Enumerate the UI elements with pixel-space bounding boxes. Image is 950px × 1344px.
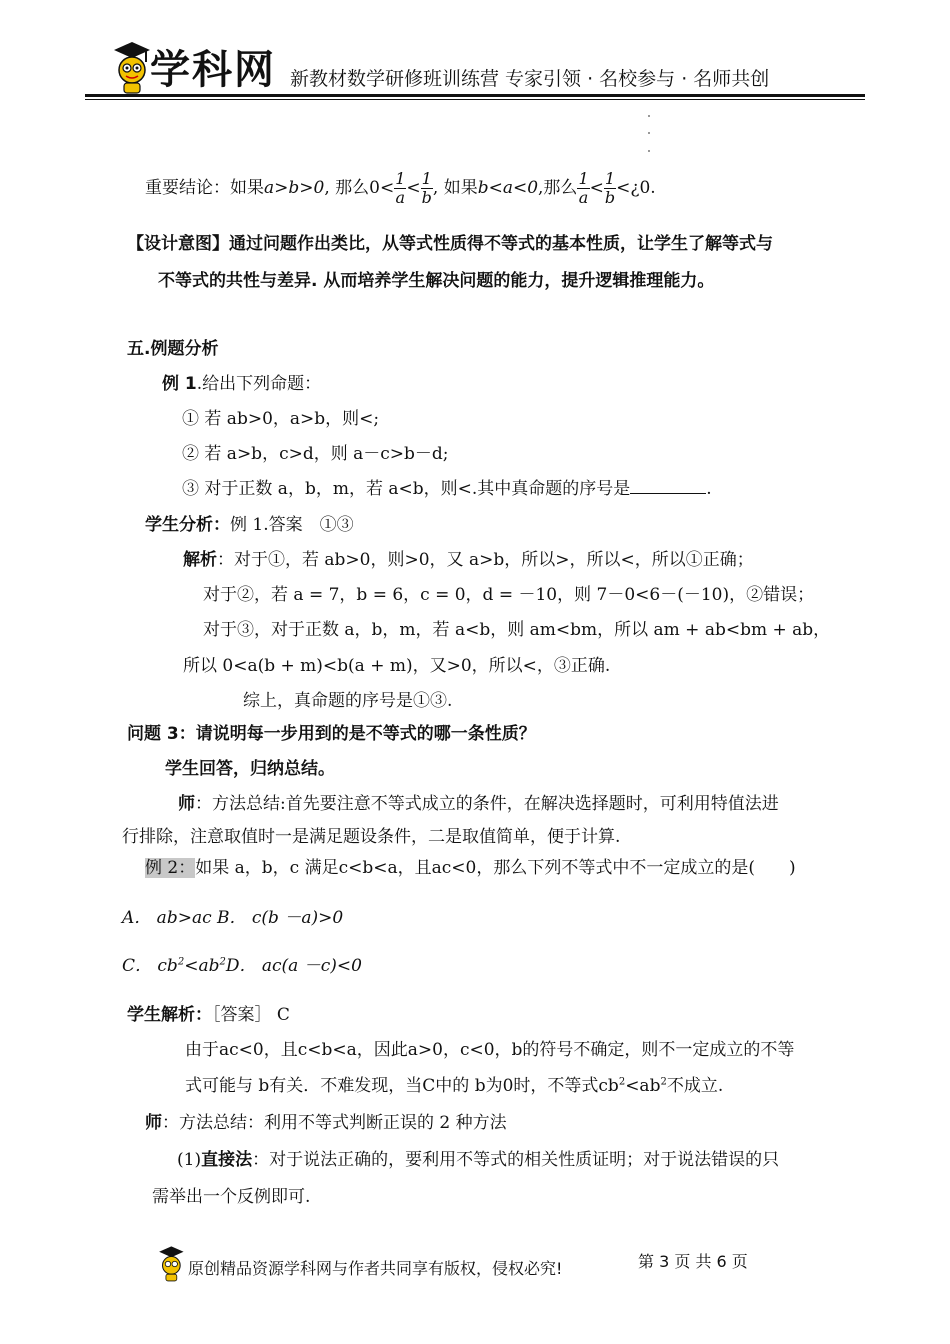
section-title: 五.例题分析 [127,339,219,359]
decorative-dot [648,132,650,134]
fraction-1-over-b: $\frac{1}{b}$ [421,169,432,207]
footer-logo-icon [155,1245,185,1283]
important-conclusion [145,168,656,208]
example2-label: 例 2： [145,858,196,878]
teacher-summary-line1: 师：方法总结:首先要注意不等式成立的条件，在解决选择题时，可利用特值法进 [178,794,779,814]
example2-options-ab: A． ab>ac B． c(b －a)>0 [122,908,344,928]
design-intent-line2: 不等式的共性与差异. 从而培养学生解决问题的能力，提升逻辑推理能力。 [158,271,715,291]
teacher-summary-line2: 行排除，注意取值时一是满足题设条件，二是取值简单，便于计算. [122,827,621,847]
conclusion-lead: 重要结论：如果 [145,178,264,198]
conclusion-text: < [406,178,421,198]
conclusion-text: < [589,178,604,198]
answer-blank [630,479,706,494]
student-analysis-label: 学生分析： [145,515,230,535]
teacher-method-summary: 师：方法总结：利用不等式判断正误的 2 种方法 [145,1113,507,1133]
example2-student-analysis [127,1000,290,1025]
question-3: 问题 3：请说明每一步用到的是不等式的哪一条性质？ [127,724,536,744]
teacher-label: 师 [145,1113,162,1133]
header-slogan: 新教材数学研修班训练营 专家引领 · 名校参与 · 名师共创 [290,68,770,90]
student-analysis-label: 学生解析： [127,1005,212,1025]
footer-copyright: 原创精品资源学科网与作者共同享有版权，侵权必究! [188,1259,563,1278]
decorative-dot [648,150,650,152]
example2-solution-1: 由于ac<0，且c<b<a，因此a>0，c<0，b的符号不确定，则不一定成立的不等 [185,1040,795,1060]
example1-label: 例 1 [162,374,197,394]
xuekewang-logo-icon [110,40,150,96]
conclusion-text: <¿0. [616,178,656,198]
header-rule [85,94,865,97]
conclusion-cond2: b<a<0 [477,178,539,198]
conclusion-cond1: a>b>0 [264,178,325,198]
example2-options-cd: C． $cb^2<ab^2D$． ac(a －c)<0 [122,956,362,976]
example1-heading [162,369,321,394]
example1-solution-4: 所以 0<a(b + m)<b(a + m)，又>0，所以<，③正确. [183,656,611,676]
teacher-label: 师 [178,794,195,814]
question-3-answer: 学生回答，归纳总结。 [165,759,335,779]
header-rule-thin [85,99,865,100]
direct-method-line2: 需举出一个反例即可. [152,1187,311,1207]
example1-solution-3: 对于③，对于正数 a，b，m，若 a<b，则 am<bm，所以 am + ab<bm + ab， [203,620,831,640]
example1-proposition-1: ① 若 ab>0，a>b，则<; [182,409,380,429]
fraction-1-over-a: $\frac{1}{a}$ [395,169,406,207]
solution-label: 解析 [183,550,217,570]
example1-proposition-2: ② 若 a>b，c>d，则 a－c>b－d; [182,444,449,464]
header-brand: 学科网 [150,47,276,93]
design-intent-line1: 【设计意图】通过问题作出类比，从等式性质得不等式的基本性质，让学生了解等式与 [127,234,773,254]
example2-stem: 例 2：如果 a，b，c 满足c<b<a，且ac<0，那么下列不等式中不一定成立的是( ) [145,858,796,878]
conclusion-text: ,那么 [538,178,578,198]
direct-method-label: 直接法 [201,1150,253,1170]
decorative-dot [648,115,650,117]
conclusion-text: , 那么0< [324,178,395,198]
fraction-1-over-a: $\frac{1}{a}$ [578,169,589,207]
student-analysis-answer: 例 1.答案 ①③ [230,515,354,535]
example1-solution-5: 综上，真命题的序号是①③. [243,691,453,711]
direct-method-line1: (1)直接法：对于说法正确的，要利用不等式的相关性质证明；对于说法错误的只 [177,1150,780,1170]
example2-solution-2: 式可能与 b有关．不难发现，当C中的 b为0时，不等式$cb^2<ab^2$不成立. [185,1076,724,1096]
student-analysis-answer: ［答案］ C [212,1005,290,1025]
conclusion-text: , 如果 [432,178,478,198]
footer-page-number: 第 3 页 共 6 页 [638,1252,748,1271]
example1-proposition-3: ③ 对于正数 a，b，m，若 a<b，则<.其中真命题的序号是 . [182,479,712,499]
example1-student-analysis [145,510,354,535]
fraction-1-over-b: $\frac{1}{b}$ [604,169,616,207]
example1-solution-1: 解析：对于①，若 ab>0，则>0，又 a>b，所以>，所以<，所以①正确； [183,550,754,570]
example1-solution-2: 对于②，若 a = 7，b = 6，c = 0，d = －10，则 7－0<6－(－10)，②错误； [203,585,815,605]
example1-intro: .给出下列命题： [196,374,322,394]
